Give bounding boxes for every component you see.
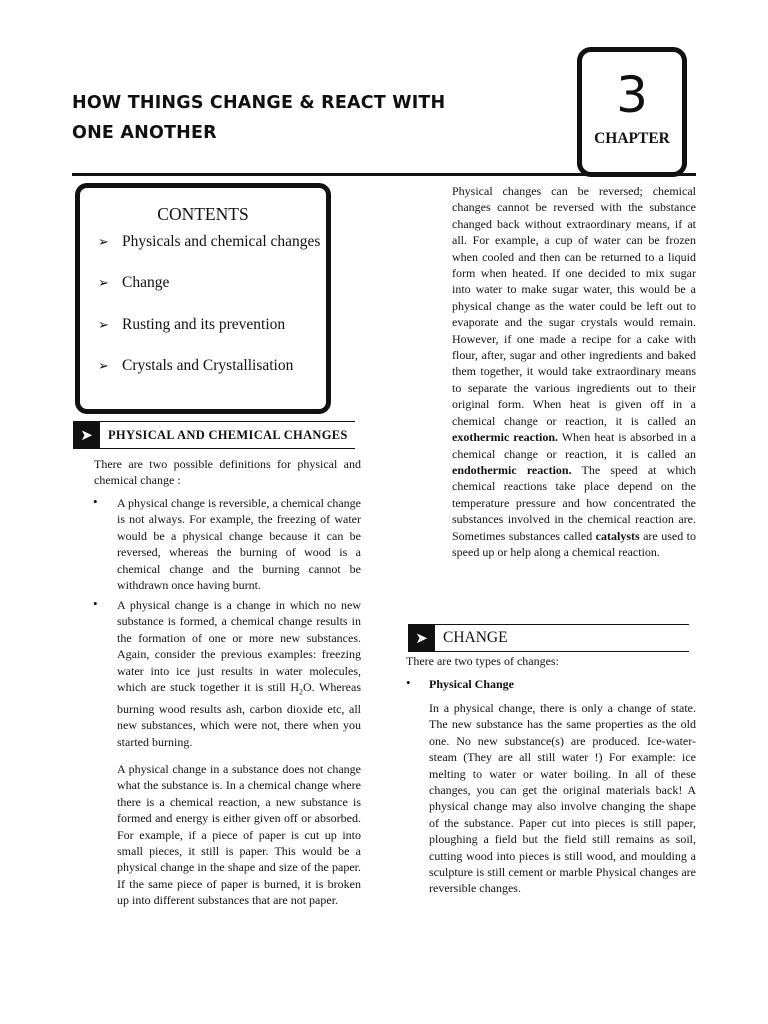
arrow-bullet-icon: ➢ [98,275,109,290]
contents-item [98,316,285,334]
contents-box [75,183,331,414]
section1-bullet2: A physical change is a change in which no new substance is formed, a chemical change results in the formation of one or more new substances. Again, consider the previous examples: freezing water into ice just results in water molecules, which are stuck together it is still $H_2O$. Whereas burning wood results ash, carbon dioxide etc, all new substances, which were not, there when you started burning. [117,598,361,749]
contents-item-label: Change [122,274,170,291]
section-heading-label: CHANGE [443,629,508,646]
section1-bullet1: A physical change is reversible, a chemical change is not always. For example, the freezing of water would be a physical change because it can be reversed, whereas the burning of wood is a chemical change and the burning cannot be withdrawn once having burnt. [117,496,361,593]
section1-intro: There are two possible definitions for physical and chemical change : [94,457,361,488]
contents-item [98,357,293,375]
section-heading-label: PHYSICAL AND CHEMICAL CHANGES [108,428,348,442]
contents-title: CONTENTS [157,204,249,224]
section-heading-physical-chemical [73,421,355,449]
physical-change-heading: Physical Change [429,677,515,691]
title-line-1: HOW THINGS CHANGE & REACT WITH [72,93,446,113]
chevron-right-icon: ➤ [408,625,435,651]
section-heading-change [408,624,689,652]
arrow-bullet-icon: ➢ [98,317,109,332]
contents-item-label: Physicals and chemical changes [122,233,321,250]
bullet-icon: • [93,494,98,509]
contents-item [98,233,320,251]
right-column-paragraph: Physical changes can be reversed; chemical changes cannot be reversed with the substance changed back without extraordinary means, if at all. For example, a cup of water can be frozen when cooled and then can be returned to a liquid form when heated. If one decided to mix sugar into water to make sugar water, this would be a physical change as the water could be left out to evaporate and the sugar crystals would remain. However, if one made a recipe for a cake with flour, after, sugar and other ingredients and baked them together, it would take extraordinary means to separate the various ingredients out to their original form. When heat is given off in a chemical change or reaction, it is called an exothermic reaction. When heat is absorbed in a chemical change or reaction, it is called an endothermic reaction. The speed at which chemical reactions take place depend on the temperature pressure and how concentrated the substances involved in the chemical reaction are. Sometimes substances called catalysts are used to speed up or help along a chemical reaction. [452,184,697,559]
chapter-number: 3 [616,66,648,124]
chapter-badge [577,47,687,177]
header-rule [72,173,696,176]
section1-paragraph: A physical change in a substance does not change what the substance is. In a chemical change where there is a chemical reaction, a new substance is formed and energy is either given off or absorbed. For example, if a piece of paper is cut up into small pieces, it still is paper. This would be a physical change in the shape and size of the paper. If the same piece of paper is burned, it is broken up into different substances that are not paper. [117,762,361,908]
bullet-icon: • [93,596,98,611]
section2-intro: There are two types of changes: [406,654,559,668]
bullet-icon: • [406,675,411,690]
section2-paragraph: In a physical change, there is only a change of state. The new substance has the same properties as the old one. No new substance(s) are produced. Ice-water-steam (They are all still water !) For example: ice melting to water or water boiling. In all of these changes, you can get the original materials back! A physical change may also involve changing the shape of the substance. Paper cut into pieces is still paper, ploughing a field but the field still remains as soil, cutting wood into pieces is still wood, and moulding a sculpture is still cement or marble Physical changes are reversible changes. [429,701,696,896]
contents-item-label: Crystals and Crystallisation [122,357,294,374]
title-line-2: ONE ANOTHER [72,123,217,143]
chevron-right-icon: ➤ [73,422,100,448]
arrow-bullet-icon: ➢ [98,358,109,373]
chapter-label: CHAPTER [594,130,670,147]
contents-item-label: Rusting and its prevention [122,316,286,333]
chapter-title [72,88,492,148]
contents-item [98,274,169,292]
arrow-bullet-icon: ➢ [98,234,109,249]
